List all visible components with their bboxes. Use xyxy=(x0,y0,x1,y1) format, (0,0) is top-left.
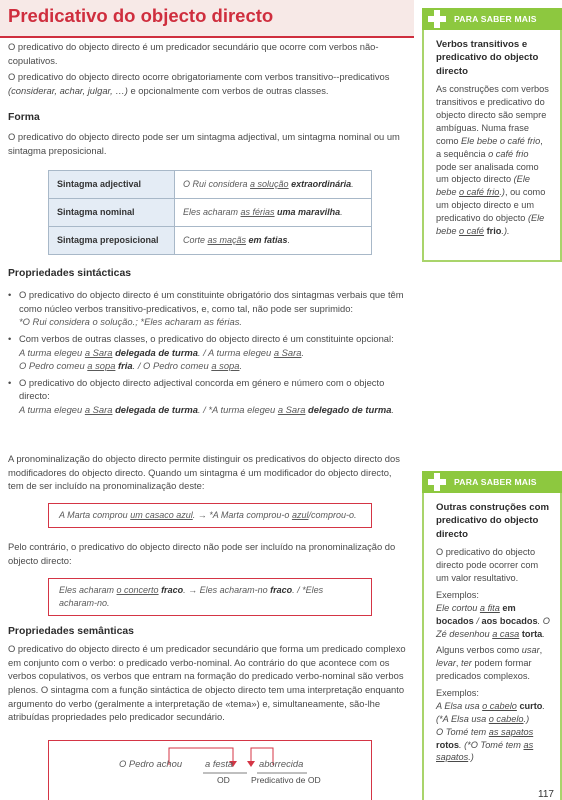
intro-paragraph-1: O predicativo do objecto directo é um predicador secundário que ocorre com verbos não-copulativos. xyxy=(8,41,379,66)
semantic-paragraph: O predicativo do objecto directo é um predicador secundário que forma um predicado complexo em conjunto com o verbo: o predicado verbo-nominal. Ao contrário do que acontece com os verbos copulativos, os verbos que entram na formação do predicado verbo-nominal são verbos plenos. O sintagma com a função sintáctica de objecto directo tem uma interpretação enquanto argumento do verbo (geralmente a interpretação de «tema») e, simultaneamente, são-lhe atribuídas propriedades pelo predicador secundário. xyxy=(8,643,406,723)
example-box-2: Eles acharam o concerto fraco. → Eles acharam-no fraco. / *Eles acharam-no. xyxy=(48,578,372,616)
syntactic-list xyxy=(8,288,408,417)
table-example: Eles acharam as férias uma maravilha. xyxy=(175,199,372,227)
sidebar-body xyxy=(422,493,562,800)
table-label: Sintagma nominal xyxy=(49,199,175,227)
intro-paragraph-2: O predicativo do objecto directo ocorre obrigatoriamente com verbos transitivo--predicativos (considerar, achar, julgar, …) e opcionalmente com verbos de outras classes. xyxy=(8,71,390,96)
diagram-subject-verb: O Pedro achou xyxy=(119,758,183,769)
sidebar-body xyxy=(422,30,562,262)
sidebar-text: Alguns verbos como usar, levar, ter podem formar predicados complexos. xyxy=(436,645,543,682)
plus-icon xyxy=(428,10,446,28)
section-heading-semanticas: Propriedades semânticas xyxy=(8,626,134,637)
title-rule xyxy=(0,36,414,38)
sidebar-box-1 xyxy=(422,8,562,262)
pronominalization-paragraph: A pronominalização do objecto directo permite distinguir os predicativos do objecto directo dos modificadores do objecto directo. Quando um sintagma é um modificador do objecto directo, tem de ser incluído na pronominalização deste: xyxy=(8,453,400,492)
sidebar-header: PARA SABER MAIS xyxy=(422,8,562,30)
table-example: O Rui considera a solução extraordinária. xyxy=(175,171,372,199)
table-example: Corte as maçãs em fatias. xyxy=(175,227,372,255)
table-row xyxy=(49,199,372,227)
page-title: Predicativo do objecto directo xyxy=(8,5,274,26)
table-label: Sintagma adjectival xyxy=(49,171,175,199)
forma-paragraph: O predicativo do objecto directo pode ser um sintagma adjectival, um sintagma nominal ou um sintagma preposicional. xyxy=(8,131,400,156)
diagram-label-pred: Predicativo de OD xyxy=(251,775,321,785)
forma-table xyxy=(48,170,372,255)
table-row xyxy=(49,227,372,255)
section-heading-sintacticas: Propriedades sintácticas xyxy=(8,268,132,279)
page-number: 117 xyxy=(538,789,554,800)
sidebar-text: O predicativo do objecto directo pode ocorrer com um valor resultativo. xyxy=(436,547,539,584)
sidebar-title: Outras construções com predicativo do objecto directo xyxy=(436,502,550,540)
diagram-label-od: OD xyxy=(217,775,230,785)
list-item: • Com verbos de outras classes, o predicativo do objecto directo é um constituinte opcional: A turma elegeu a Sara delegada de turma. / A turma elegeu a Sara. O Pedro comeu a sopa fria. / O Pedro comeu a sopa. xyxy=(8,332,408,373)
section-heading-forma: Forma xyxy=(8,112,40,123)
sidebar-examples: Exemplos: Ele cortou a fita em bocados / aos bocados. O Zé desenhou a casa torta. xyxy=(436,589,550,639)
contrast-paragraph: Pelo contrário, o predicativo do objecto directo não pode ser incluído na pronominalização do objecto directo: xyxy=(8,541,396,566)
diagram-predicative: aborrecida xyxy=(259,758,304,769)
table-label: Sintagma preposicional xyxy=(49,227,175,255)
list-item: • O predicativo do objecto directo adjectival concorda em género e número com o objecto directo: A turma elegeu a Sara delegada de turma. / *A turma elegeu a Sara delegado de turma. xyxy=(8,376,408,417)
example-box-1: A Marta comprou um casaco azul. → *A Marta comprou-o azul/comprou-o. xyxy=(48,503,372,528)
diagram-object: a festa xyxy=(205,758,234,769)
sidebar-text: As construções com verbos transitivos e predicativo do objecto directo são sempre ambíguas. Numa frase como Ele bebe o café frio, a sequência o café frio pode ser analisada como um objecto directo (Ele bebe o café frio.), ou como um objecto directo e um predicativo do objecto (Ele bebe o café frio.). xyxy=(436,84,549,236)
table-row xyxy=(49,171,372,199)
sidebar-box-2 xyxy=(422,471,562,800)
sidebar-header: PARA SABER MAIS xyxy=(422,471,562,493)
plus-icon xyxy=(428,473,446,491)
sidebar-title: Verbos transitivos e predicativo do objecto directo xyxy=(436,39,539,77)
sidebar-examples: Exemplos: A Elsa usa o cabelo curto. (*A Elsa usa o cabelo.) O Tomé tem as sapatos rotos. (*O Tomé tem as sapatos.) xyxy=(436,688,545,763)
list-item: • O predicativo do objecto directo é um constituinte obrigatório dos sintagmas verbais que têm como núcleo verbos transitivo-predicativos, e, como tal, não pode ser suprimido: *O Rui considera o solução.; *Eles acharam as férias. xyxy=(8,288,408,329)
diagram-box xyxy=(48,740,372,800)
